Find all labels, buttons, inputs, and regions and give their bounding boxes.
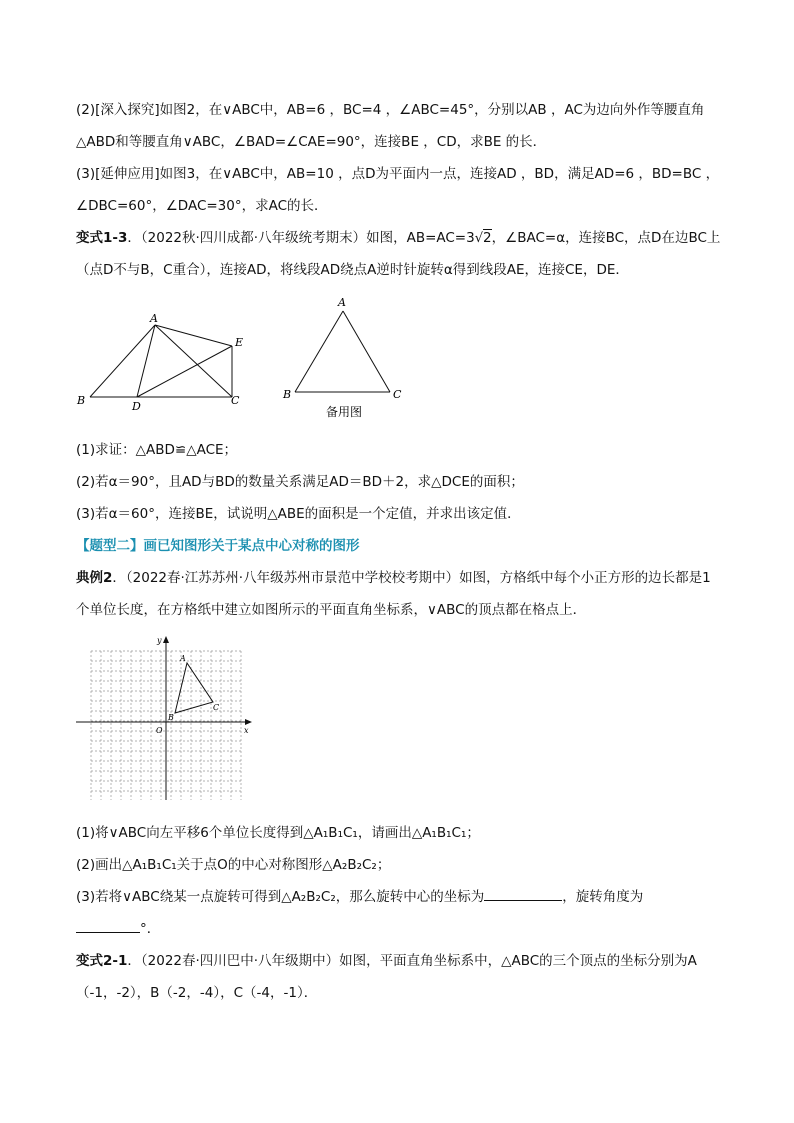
y-axis-arrow bbox=[163, 636, 169, 643]
variant-2-1-text1: ．（2022春·四川巴中·八年级期中）如图，平面直角坐标系中，△ABC的三个顶点的坐标分别为A bbox=[127, 953, 697, 969]
variant-2-1-label: 变式2-1 bbox=[76, 953, 128, 969]
origin-label: O bbox=[156, 726, 163, 735]
q2-part3-line: (3)[延伸应用]如图3，在∨ABC中，AB=10 ，点D为平面内一点，连接AD ，BD，满足AD=6 ，BD=BC ， bbox=[76, 166, 720, 182]
triangle-figures bbox=[70, 290, 430, 425]
q2-part2-cont-line: △ABD和等腰直角∨ABC，∠BAD=∠CAE=90°，连接BE ，CD，求BE 的长． bbox=[76, 134, 547, 150]
figure-2 bbox=[295, 311, 390, 392]
variant-1-3-text1: ．（2022秋·四川成都·八年级统考期末）如图，AB=AC=3 bbox=[127, 230, 475, 246]
fig1-label-E: E bbox=[235, 336, 244, 349]
y-axis-label: y bbox=[157, 636, 162, 645]
rotation-center-blank[interactable] bbox=[484, 888, 562, 901]
fig2-label-C: C bbox=[393, 388, 402, 401]
fig2-label-A: A bbox=[338, 296, 346, 309]
fig1-label-A: A bbox=[150, 312, 158, 325]
fig1-label-B: B bbox=[77, 394, 86, 407]
fig2-seg-AB bbox=[295, 311, 343, 392]
fig2-caption: 备用图 bbox=[326, 405, 363, 419]
ex2-q3-text-a: (3)若将∨ABC绕某一点旋转可得到△A₂B₂C₂，那么旋转中心的坐标为 bbox=[76, 889, 485, 905]
q2-part2-line: (2)[深入探究]如图2，在∨ABC中，AB=6 ，BC=4 ，∠ABC=45°，分别以AB ，AC为边向外作等腰直角 bbox=[76, 102, 705, 118]
ex2-q3-line-2 bbox=[76, 920, 160, 938]
grid-label-C: C bbox=[213, 703, 220, 712]
ex2-q2-line: (2)画出△A₁B₁C₁关于点O的中心对称图形△A₂B₂C₂； bbox=[76, 857, 391, 873]
grid-label-A: A bbox=[180, 654, 186, 663]
sqrt-symbol: √ bbox=[474, 231, 484, 246]
v13-q1-line: (1)求证：△ABD≌△ACE； bbox=[76, 442, 238, 458]
rotation-angle-blank[interactable] bbox=[76, 920, 140, 933]
fig1-label-C: C bbox=[231, 394, 240, 407]
ex2-q1-line: (1)将∨ABC向左平移6个单位长度得到△A₁B₁C₁，请画出△A₁B₁C₁； bbox=[76, 825, 480, 841]
x-axis-label: x bbox=[244, 726, 249, 735]
fig1-seg-AB bbox=[90, 325, 155, 397]
coordinate-grid-figure bbox=[70, 630, 260, 810]
example-2-line bbox=[76, 569, 711, 587]
fig1-label-D: D bbox=[132, 400, 141, 413]
fig2-seg-AC bbox=[343, 311, 390, 392]
axes bbox=[76, 638, 250, 800]
v13-q2-line: (2)若α＝90°，且AD与BD的数量关系满足AD＝BD＋2，求△DCE的面积； bbox=[76, 474, 524, 490]
figure-1 bbox=[90, 325, 232, 397]
grid-label-B: B bbox=[168, 713, 174, 722]
q2-part3-cont-line: ∠DBC=60°，∠DAC=30°，求AC的长． bbox=[76, 198, 328, 214]
variant-1-3-text2: ，∠BAC=α，连接BC，点D在边BC上 bbox=[491, 230, 721, 246]
ex2-q3-end: °． bbox=[140, 921, 161, 937]
variant-1-3-line bbox=[76, 229, 720, 248]
sqrt-radicand: 2 bbox=[483, 230, 492, 246]
variant-2-1-line bbox=[76, 952, 697, 970]
fig1-seg-DE bbox=[137, 346, 232, 397]
variant-2-1-line-2: （-1，-2），B（-2，-4），C（-4，-1）． bbox=[76, 985, 318, 1001]
variant-1-3-line-2: （点D不与B，C重合），连接AD，将线段AD绕点A逆时针旋转α得到线段AE，连接CE，DE． bbox=[76, 262, 629, 278]
triangle-ABC bbox=[175, 663, 213, 713]
example-2-line-2: 个单位长度，在方格纸中建立如图所示的平面直角坐标系，∨ABC的顶点都在格点上． bbox=[76, 602, 587, 618]
v13-q3-line: (3)若α＝60°，连接BE，试说明△ABE的面积是一个定值，并求出该定值． bbox=[76, 506, 521, 522]
section-heading: 【题型二】画已知图形关于某点中心对称的图形 bbox=[76, 538, 360, 554]
ex2-q3-line bbox=[76, 888, 643, 906]
example-2-text1: ．（2022春·江苏苏州·八年级苏州市景范中学校校考期中）如图，方格纸中每个小正方形的边长都是1 bbox=[112, 570, 711, 586]
variant-1-3-label: 变式1-3 bbox=[76, 230, 128, 246]
x-axis-arrow bbox=[245, 719, 252, 725]
example-2-label: 典例2 bbox=[76, 570, 113, 586]
fig1-seg-AD bbox=[137, 325, 155, 397]
ex2-q3-text-b: ，旋转角度为 bbox=[562, 889, 644, 905]
fig2-label-B: B bbox=[283, 388, 292, 401]
